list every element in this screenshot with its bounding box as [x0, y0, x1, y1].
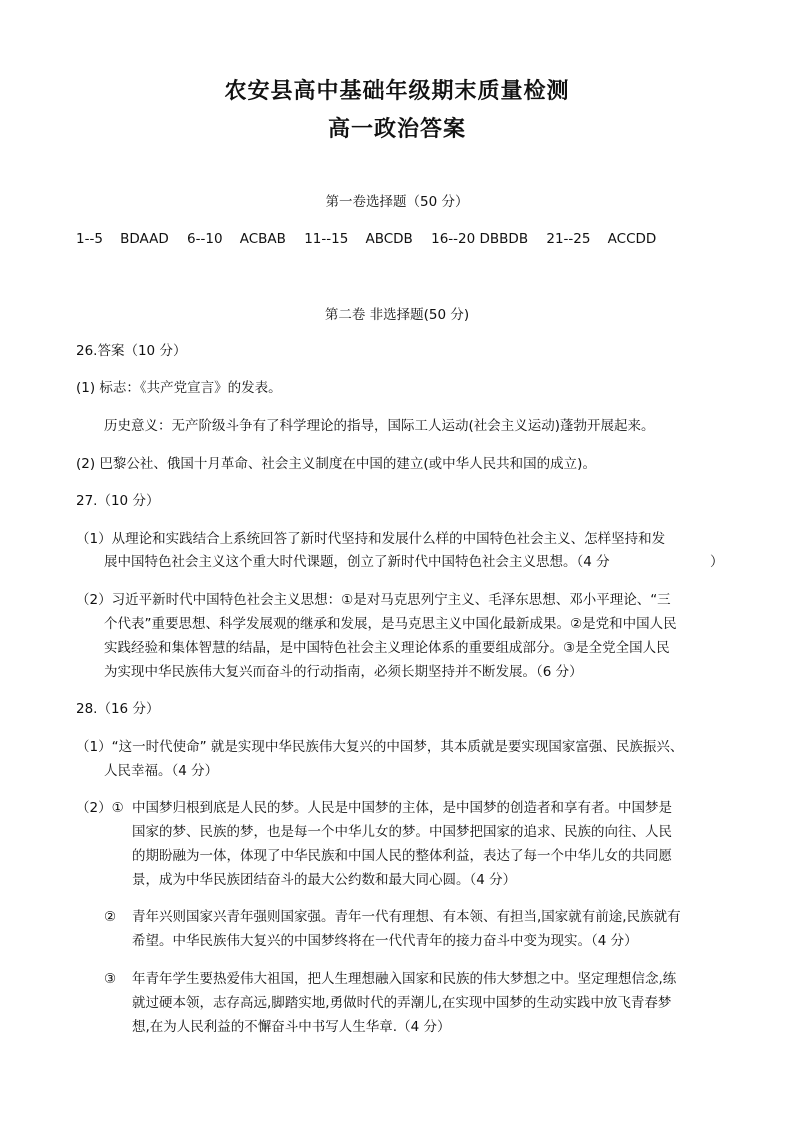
document-subtitle: 高一政治答案: [327, 116, 466, 142]
q28-part4-line3: 想,在为人民利益的不懈奋斗中书写人生华章.（4 分）: [132, 1019, 451, 1035]
q28-part2-line3: 的期盼融为一体，体现了中华民族和中国人民的整体利益，表达了每一个中华儿女的共同愿: [132, 848, 672, 864]
q27-part2-line4: 为实现中华民族伟大复兴而奋斗的行动指南，必须长期坚持并不断发展。（6 分）: [104, 664, 583, 680]
part2-heading: 第二卷 非选择题(50 分): [324, 307, 470, 323]
answer-group: 1--5 BDAAD: [76, 231, 169, 247]
q28-part3-line1: 青年兴则国家兴青年强则国家强。青年一代有理想、有本领、有担当,国家就有前途,民族就有: [132, 909, 681, 925]
q28-part2-prefix: （2）①: [76, 800, 124, 816]
q26-part1-significance: 历史意义：无产阶级斗争有了科学理论的指导，国际工人运动(社会主义运动)蓬勃开展起来。: [104, 418, 655, 434]
q27-part1-line2: 展中国特色社会主义这个重大时代课题，创立了新时代中国特色社会主义思想。（4 分: [104, 554, 610, 570]
q27-part1-close: ）: [710, 554, 724, 570]
q27-part2-line1: （2）习近平新时代中国特色社会主义思想：①是对马克思列宁主义、毛泽东思想、邓小平理论、“三: [76, 592, 671, 608]
q28-part4-line1: 年青年学生要热爱伟大祖国，把人生理想融入国家和民族的伟大梦想之中。坚定理想信念,练: [132, 971, 677, 987]
q28-part2-line1: 中国梦归根到底是人民的梦。人民是中国梦的主体，是中国梦的创造者和享有者。中国梦是: [132, 800, 672, 816]
q28-part2-line4: 景，成为中华民族团结奋斗的最大公约数和最大同心圆。（4 分）: [132, 872, 517, 888]
answer-group: 6--10 ACBAB: [187, 231, 286, 247]
q27-part1-line1: （1）从理论和实践结合上系统回答了新时代坚持和发展什么样的中国特色社会主义、怎样坚持和发: [76, 531, 666, 547]
q27-part2-line2: 个代表”重要思想、科学发展观的继承和发展，是马克思主义中国化最新成果。②是党和中国人民: [104, 616, 677, 632]
q28-label: 28.（16 分）: [76, 701, 160, 717]
document-title: 农安县高中基础年级期末质量检测: [224, 78, 570, 104]
answer-group: 11--15 ABCDB: [304, 231, 413, 247]
q28-part3-prefix: ②: [104, 909, 117, 925]
q26-part1: (1) 标志：《共产党宣言》的发表。: [76, 380, 282, 396]
q28-part2-line2: 国家的梦、民族的梦，也是每一个中华儿女的梦。中国梦把国家的追求、民族的向往、人民: [132, 824, 672, 840]
q27-part2-line3: 实践经验和集体智慧的结晶，是中国特色社会主义理论体系的重要组成部分。③是全党全国人民: [104, 640, 670, 656]
answer-group: 16--20 DBBDB: [431, 231, 529, 247]
q27-label: 27.（10 分）: [76, 493, 160, 509]
q28-part4-prefix: ③: [104, 971, 117, 987]
q28-part1-line2: 人民幸福。（4 分）: [104, 763, 219, 779]
answer-group: 21--25 ACCDD: [546, 231, 657, 247]
q28-part1-line1: （1）“这一时代使命” 就是实现中华民族伟大复兴的中国梦，其本质就是要实现国家富强、民族振兴、: [76, 739, 684, 755]
q26-part2: (2) 巴黎公社、俄国十月革命、社会主义制度在中国的建立(或中华人民共和国的成立)。: [76, 456, 596, 472]
choice-answers: [76, 228, 670, 250]
q28-part3-line2: 希望。中华民族伟大复兴的中国梦终将在一代代青年的接力奋斗中变为现实。（4 分）: [132, 933, 638, 949]
part1-heading: 第一卷选择题（50 分）: [325, 194, 469, 210]
q28-part4-line2: 就过硬本领，志存高远,脚踏实地,勇做时代的弄潮儿,在实现中国梦的生动实践中放飞青春梦: [132, 995, 672, 1011]
q26-label: 26.答案（10 分）: [76, 343, 187, 359]
